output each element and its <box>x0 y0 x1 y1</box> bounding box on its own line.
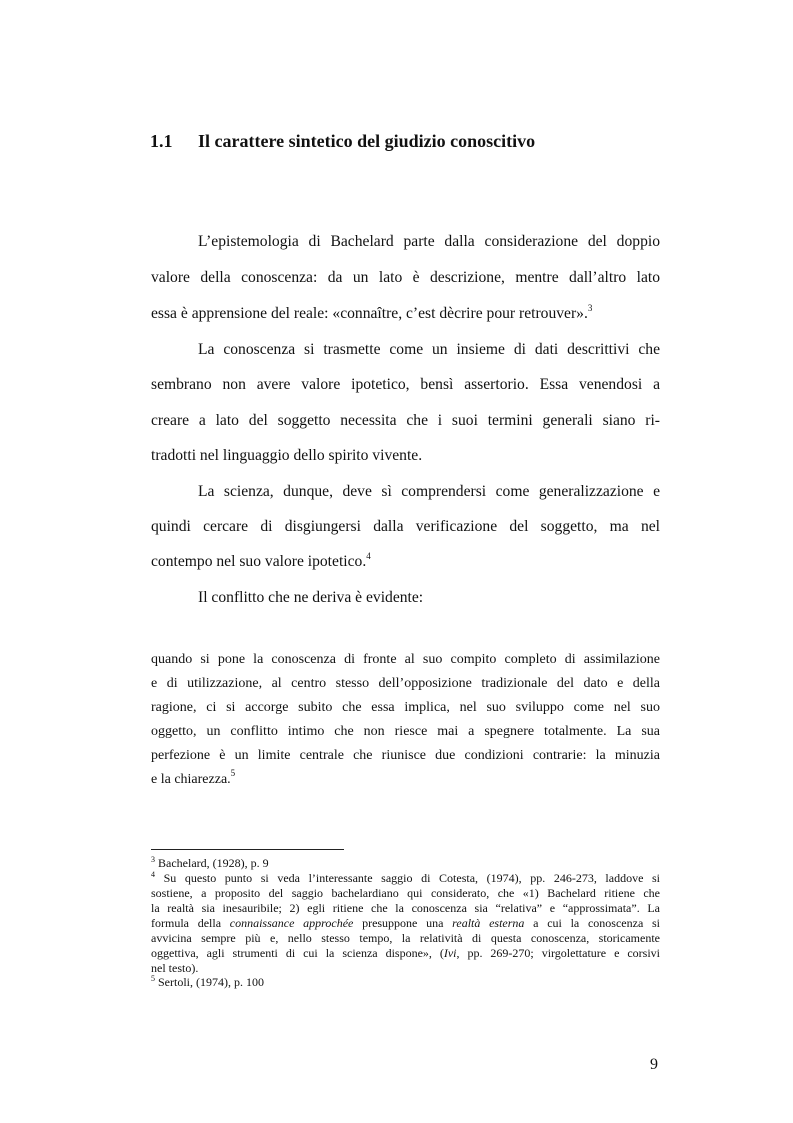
footnote-line: avvicina sempre più e, nello stesso tempo, la relatività di questa conoscenza, storicamente <box>151 931 660 945</box>
body-line: creare a lato del soggetto necessita che i suoi termini generali siano ri- <box>151 412 660 429</box>
footnote-ref: 3 <box>587 303 593 313</box>
quote-line: perfezione è un limite centrale che riunisce due condizioni contrarie: la minuzia <box>151 748 660 763</box>
quote-line: e di utilizzazione, al centro stesso dell’opposizione tradizionale del dato e della <box>151 676 660 691</box>
footnote-line: sostiene, a proposito del saggio bachelardiano qui considerato, che «1) Bachelard ritiene che <box>151 886 660 900</box>
body-line: contempo nel suo valore ipotetico.$^4$ <box>151 551 371 570</box>
footnote-separator <box>151 849 344 850</box>
footnote-line: formula della connaissance approchée presuppone una realtà esterna a cui la conoscenza si <box>151 916 661 930</box>
body-line: quindi cercare di disgiungersi dalla verificazione del soggetto, ma nel <box>151 518 660 535</box>
footnote-line: oggettiva, agli strumenti di cui la scienza dispone», (Ivi, pp. 269-270; virgolettature e corsivi <box>151 946 660 960</box>
footnote-line: la realtà sia inesauribile; 2) egli ritiene che la conoscenza sia “relativa” e “approssimata”. La <box>151 901 660 915</box>
quote-line: ragione, ci si accorge subito che essa implica, nel suo sviluppo come nel suo <box>151 700 660 715</box>
body-line: La scienza, dunque, deve sì comprendersi come generalizzazione e <box>198 483 660 500</box>
footnote-ref: 4 <box>366 551 371 561</box>
body-line: valore della conoscenza: da un lato è descrizione, mentre dall’altro lato <box>151 269 660 286</box>
section-heading <box>150 131 535 152</box>
quote-line: quando si pone la conoscenza di fronte al suo compito completo di assimilazione <box>151 652 660 667</box>
quote-line: oggetto, un conflitto intimo che non riesce mai a spegnere totalmente. La sua <box>151 724 660 739</box>
body-line: essa è apprensione del reale: «connaître, c’est dècrire pour retrouver».$^3$ <box>151 303 593 322</box>
section-number: 1.1 <box>150 131 173 151</box>
footnote-3: $^3$ Bachelard, (1928), p. 9 <box>151 855 269 870</box>
quote-line: e la chiarezza.$^5$ <box>151 768 236 787</box>
body-line: L’epistemologia di Bachelard parte dalla considerazione del doppio <box>198 233 660 250</box>
body-line: sembrano non avere valore ipotetico, bensì assertorio. Essa venendosi a <box>151 376 660 393</box>
section-title: Il carattere sintetico del giudizio conoscitivo <box>198 131 536 151</box>
body-line: La conoscenza si trasmette come un insieme di dati descrittivi che <box>198 341 660 358</box>
footnote-ref: 5 <box>230 768 236 778</box>
page-number: 9 <box>650 1056 658 1073</box>
body-line: Il conflitto che ne deriva è evidente: <box>198 589 424 606</box>
footnote-line: nel testo). <box>151 961 199 975</box>
footnote-5: $^5$ Sertoli, (1974), p. 100 <box>151 974 264 989</box>
body-line: tradotti nel linguaggio dello spirito vivente. <box>151 447 423 464</box>
footnote-4: $^4$ Su questo punto si veda l’interessante saggio di Cotesta, (1974), pp. 246-273, laddove si <box>151 870 661 885</box>
